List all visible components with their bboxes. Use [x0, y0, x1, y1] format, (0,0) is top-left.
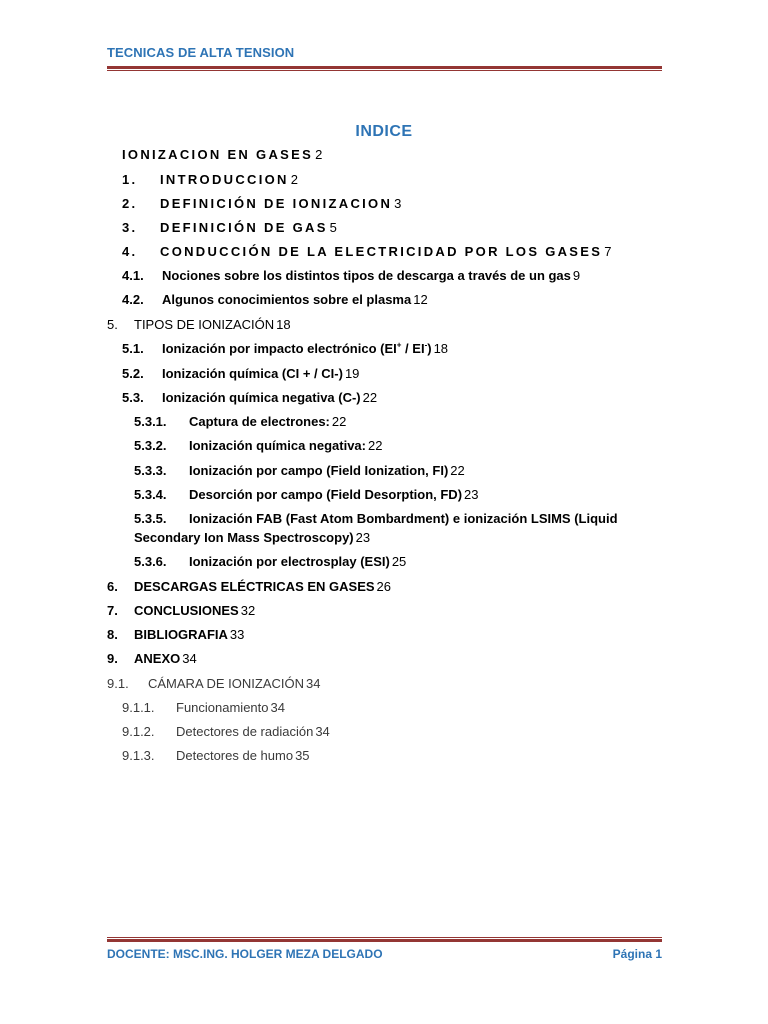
toc-entry-title: Ionización química negativa:	[189, 438, 366, 453]
toc-entry-title: Secondary Ion Mass Spectroscopy)	[134, 530, 354, 545]
toc-entry-number: 4.1.	[122, 268, 144, 283]
toc-entry-number: 5.1.	[122, 341, 144, 356]
toc-entry-number: 3.	[122, 220, 138, 235]
toc-entry-title: CÁMARA DE IONIZACIÓN	[148, 676, 305, 691]
toc-entry-number: 5.3.3.	[134, 463, 167, 478]
toc-entry-page: 35	[295, 748, 310, 763]
toc-entry-number: 4.	[122, 244, 138, 259]
toc-entry-page: 34	[270, 700, 285, 715]
toc-entry-page: 19	[344, 366, 360, 381]
toc-entry-page: 7	[604, 244, 612, 259]
toc-entry-number: 1.	[122, 172, 138, 187]
toc-entry-page: 34	[182, 651, 197, 666]
toc-entry-page: 22	[367, 438, 383, 453]
toc-entry-page: 32	[240, 603, 256, 618]
toc-entry-title: Ionización química (CI + / CI-)	[162, 366, 343, 381]
toc-entry-number: 5.3.5.	[134, 511, 167, 526]
toc-entry-title: ANEXO	[134, 651, 181, 666]
toc-entry-title: BIBLIOGRAFIA	[134, 627, 228, 642]
toc-entry-number: 7.	[107, 603, 118, 618]
toc-entry-number: 6.	[107, 579, 118, 594]
toc-entry-number: 9.1.2.	[122, 724, 155, 739]
toc-entry-page: 25	[391, 554, 407, 569]
toc-entry-number: 9.1.3.	[122, 748, 155, 763]
toc-entry-page: 2	[290, 172, 298, 187]
toc-entry-page: 3	[394, 196, 402, 211]
toc-entry-title: DESCARGAS ELÉCTRICAS EN GASES	[134, 579, 375, 594]
header-rule-thick	[107, 66, 662, 69]
header-title: TECNICAS DE ALTA TENSION	[107, 45, 295, 60]
toc-entry-first-line[interactable]	[134, 511, 618, 526]
toc-entry-page: 2	[315, 147, 323, 162]
toc-entry-title: Algunos conocimientos sobre el plasma	[162, 292, 412, 307]
toc-entry-number: 5.3.4.	[134, 487, 167, 502]
toc-entry-title: Ionización por campo (Field Ionization, FI)	[189, 463, 449, 478]
toc-entry-title: CONCLUSIONES	[134, 603, 239, 618]
toc-entry-number: 5.3.2.	[134, 438, 167, 453]
toc-entry-page: 22	[450, 463, 465, 478]
toc-entry-page: 23	[464, 487, 479, 502]
footer-author: DOCENTE: MSC.ING. HOLGER MEZA DELGADO	[107, 947, 383, 961]
toc-entry-title: Ionización FAB (Fast Atom Bombardment) e ionización LSIMS (Liquid	[189, 511, 618, 526]
toc-entry-title: DEFINICIÓN DE IONIZACION	[160, 196, 393, 211]
toc-entry-number: 9.1.1.	[122, 700, 155, 715]
toc-entry-page: 22	[331, 414, 347, 429]
toc-entry-title: IONIZACION EN GASES	[122, 147, 314, 162]
toc-entry-number: 5.3.6.	[134, 554, 167, 569]
toc-entry-title: Desorción por campo (Field Desorption, FD)	[189, 487, 463, 502]
toc-entry-title: Ionización por impacto electrónico (EI+ / EI-)	[162, 340, 432, 356]
toc-entry-title: Nociones sobre los distintos tipos de descarga a través de un gas	[162, 268, 571, 283]
toc-entry-page: 9	[572, 268, 581, 283]
toc-entry-number: 5.3.	[122, 390, 144, 405]
toc-entry-title: Detectores de radiación	[176, 724, 314, 739]
toc-entry-title: Captura de electrones:	[189, 414, 330, 429]
toc-entry-title: Detectores de humo	[176, 748, 294, 763]
toc-entry-page: 22	[362, 390, 378, 405]
toc-entry-page: 26	[376, 579, 392, 594]
toc-entry-number: 9.	[107, 651, 118, 666]
toc-entry-number: 5.3.1.	[134, 414, 167, 429]
toc-entry-title: Funcionamiento	[176, 700, 269, 715]
toc-entry-title: TIPOS DE IONIZACIÓN	[134, 317, 275, 332]
toc-entry-number: 2.	[122, 196, 138, 211]
footer-page-number: Página 1	[612, 947, 662, 961]
toc-entry-title: CONDUCCIÓN DE LA ELECTRICIDAD POR LOS GASES	[160, 244, 603, 259]
toc-entry-page: 23	[355, 530, 371, 545]
toc-entry-number: 9.1.	[107, 676, 129, 691]
toc-entry-page: 18	[276, 317, 291, 332]
toc-entry-title: Ionización química negativa (C-)	[162, 390, 361, 405]
toc-entry-page: 34	[306, 676, 321, 691]
toc-entry-page: 12	[413, 292, 428, 307]
toc-entry-title: DEFINICIÓN DE GAS	[160, 220, 328, 235]
toc-entry-number: 5.2.	[122, 366, 144, 381]
header-rule-thin	[107, 70, 662, 71]
footer-rule-thick	[107, 939, 662, 942]
toc-entry-title: INTRODUCCION	[160, 172, 289, 187]
toc-entry-number: 8.	[107, 627, 118, 642]
toc-entry-page: 34	[315, 724, 330, 739]
toc-entry-page: 33	[229, 627, 245, 642]
footer-rule-thin	[107, 937, 662, 938]
toc-entry-title: Ionización por electrosplay (ESI)	[189, 554, 390, 569]
toc-entry-number: 5.	[107, 317, 118, 332]
toc-heading: INDICE	[355, 123, 413, 140]
toc-entry-page: 5	[329, 220, 337, 235]
toc-entry-page: 18	[433, 341, 449, 356]
toc-entry-number: 4.2.	[122, 292, 144, 307]
